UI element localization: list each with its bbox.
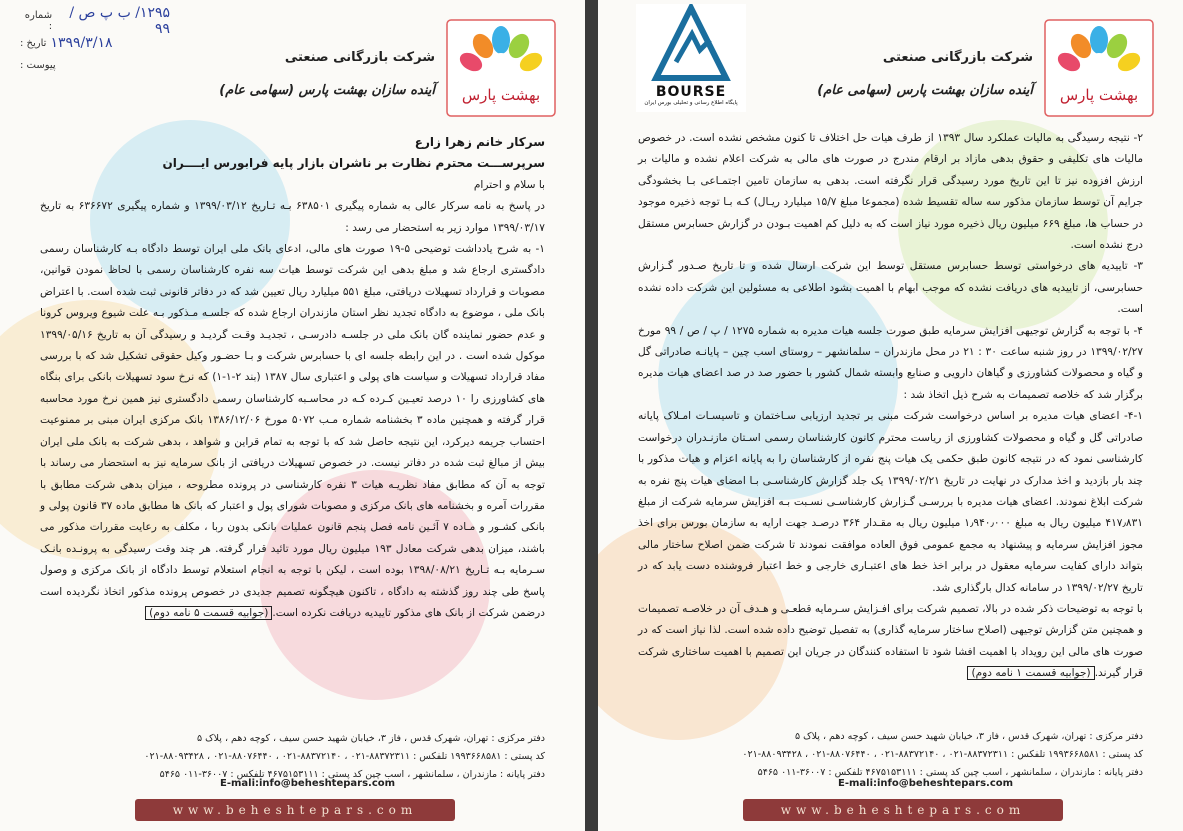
paragraph: ۴-۱- اعضای هیات مدیره بر اساس درخواست شرکت مبنی بر تجدید ارزیابی سـاختمان و تاسیسـات امـلاک پایانه صادراتی گل و گیاه و محصولات کشاورزی از ریاست محترم کانون کارشناسان رسمی اسـتان مازنـدران درخواست کارشناسی نمود که در نتیجه کانون طبق حکمی یک هیات پنج نفره از کارشناسان را به پایانه اعزام و هیات مذکور با چند بار بازدید و اخذ مدارک در نهایت در تاریخ ۱۳۹۹/۰۲/۲۱ یک جلد گزارش کارشناسـی بـا امضای هیات پنج نفره به شرکت ابلاغ نمودند. اعضای هیات مدیره با بررسـی گـزارش کارشناسـی نسـبت بـه افزایش سرمایه شرکت از مبلغ ۴۱۷٫۸۳۱ میلیون ریال به مبلغ ۱٫۹۴۰٫۰۰۰ میلیون ریال به مقـدار ۳۶۴ درصـد جهت ارایه به سازمان بورس برای اخذ مجوز افزایش سرمایه و پیشنهاد به مجمع عمومی فوق العاده موافقت نمودند تا شرکت ضمن اصلاح ساختار مالی بتواند دارای کفایت سرمایه معقول در برابر اخذ خط های اعتبـاری خارجی و خط اعتبار فروشنده دست یابد که در تاریخ ۱۳۹۹/۰۲/۲۷ در سامانه کدال بارگذاری شد. bbox=[638, 410, 1143, 594]
company-header bbox=[219, 50, 435, 98]
letter-attachment-label: پیوست : bbox=[20, 59, 56, 71]
letter-date-value: ۱۳۹۹/۳/۱۸ bbox=[50, 35, 113, 51]
footer-email: E-mali:info@beheshtepars.com bbox=[838, 778, 1014, 789]
bourse-mark-icon bbox=[636, 4, 746, 82]
footer-factory: دفتر پایانه : مازندران ، سلمانشهر ، اسب چین کد پستی : ۴۶۷۵۱۵۳۱۱۱ تلفکس : ۳۶۰۰۷-۰۱۱ ۵۴۶۵ bbox=[757, 767, 1143, 778]
letter-footer bbox=[638, 728, 1143, 782]
company-header bbox=[817, 50, 1033, 98]
letter-page-left bbox=[0, 0, 585, 831]
letter-page-right bbox=[598, 0, 1183, 831]
greeting: با سلام و احترام bbox=[473, 178, 545, 191]
company-subtitle: آینده سازان بهشت پارس (سهامی عام) bbox=[817, 83, 1033, 98]
company-logo bbox=[445, 18, 557, 118]
addressee: سرکار خانم زهرا زارع bbox=[414, 135, 545, 149]
website-bar: www.beheshtepars.com bbox=[135, 799, 455, 821]
letter-footer bbox=[40, 730, 545, 784]
letter-number-label: شماره : bbox=[24, 10, 53, 32]
company-name: شرکت بازرگانی صنعتی bbox=[284, 50, 435, 65]
company-subtitle: آینده سازان بهشت پارس (سهامی عام) bbox=[219, 83, 435, 98]
addressee-title: سرپرســـت محترم نظارت بر ناشران بازار پایه فرابورس ایــــران bbox=[162, 156, 545, 171]
footer-postal: کد پستی : ۱۹۹۳۶۶۸۵۸۱ تلفکس : ۸۸۳۷۲۳۱۱-۰۲۱ ، ۸۸۳۷۲۱۴۰-۰۲۱ ، ۸۸۰۷۶۴۴۰-۰۲۱ ، ۸۸۰۹۳۴۲۸-۰۲۱ bbox=[742, 749, 1143, 760]
footer-email: E-mali:info@beheshtepars.com bbox=[220, 778, 396, 789]
logo-text: بهشت پارس bbox=[461, 86, 541, 104]
footer-postal: کد پستی : ۱۹۹۳۶۶۸۵۸۱ تلفکس : ۸۸۳۷۲۳۱۱-۰۲۱ ، ۸۸۳۷۲۱۴۰-۰۲۱ ، ۸۸۰۷۶۴۴۰-۰۲۱ ، ۸۸۰۹۳۴۲۸-۰۲۱ bbox=[144, 751, 545, 762]
bourse-name: BOURSE bbox=[655, 84, 727, 100]
letter-body bbox=[638, 128, 1143, 685]
letter-number-value: ۱۲۹۵/ ب پ ص / ۹۹ bbox=[69, 5, 170, 37]
company-name: شرکت بازرگانی صنعتی bbox=[882, 50, 1033, 65]
letter-meta bbox=[20, 5, 170, 76]
letter-body bbox=[40, 132, 545, 624]
paragraph: ۴- با توجه به گزارش توجیهی افزایش سرمایه طبق صورت جلسه هیات مدیره به شماره ۱۲۷۵ / پ / ص / ۹۹ مورخ ۱۳۹۹/۰۲/۲۷ در روز شنبه ساعت ۳۰ : ۲۱ در محل مازندران – سلمانشهر – روستای اسب چین – پایانـه صادراتی گل و گیاه و محصولات کشاورزی و گیاهان دارویی و صنایع وابسته شمال کشور با حضور صد در صد اعضای هیات مدیره برگزار شد که خلاصه تصمیمات به شرح ذیل اتخاذ شد : bbox=[638, 324, 1143, 401]
footer-office: دفتر مرکزی : تهران، شهرک قدس ، فاز ۳، خیابان شهید حسن سیف ، کوچه دهم ، پلاک ۵ bbox=[197, 733, 545, 744]
paragraph: ۱- به شرح یادداشت توضیحی ۵-۱۹ صورت های مالی، ادعای بانک ملی ایران توسط دادگاه بـه کارشناسان رسمی دادگستری ارجاع شد و مبلغ بدهی این شرکت توسط هیات سه نفره کارشناسان رسمی با لحاظ نمودن قوانین، مصوبات و قرارداد تسهیلات دریافتی، مبلغ ۵۵۱ میلیارد ریال تعیین شد که در دفاتر قانونی ثبت شده است. با اعتراض بانک ملی ، موضوع به دادگاه تجدید نظر استان مازندران ارجاع شده که جلسـه مـذکور بـه علت شیوع ویروس کرونا و عدم حضور نماینده گان بانک ملی در جلسـه دادرسـی ، تجدیـد وقـت گردیـد و رسیدگی آن به تاریخ ۱۳۹۹/۰۵/۱۶ موکول شده است . در این رابطه جلسه ای با حسابرس شرکت و بـا حضـور وکیل حقوقی تشکیل شد که با بررسی مفاد قرارداد تسهیلات و سیاست های پولی و اعتباری سال ۱۳۸۷ (بند ۲-۱-۱) که نرخ سود تسهیلات بانکی برای بنگاه های کشاورزی را ۱۰ درصد تعیـین کـرده کـه در محاسـبه کارشناسان رسمی دادگستری نیز همین نرخ مورد محاسبه قرار گرفته و همچنین ماده ۳ بخشنامه شماره مـب ۵۰۷۲ مورخ ۱۳۸۶/۱۲/۰۶ بانک مرکزی ایران مبنی بر ممنوعیت احتساب جریمه دیرکرد، این نتیجه حاصل شد که با توجه به تمام قراین و شواهد ، بدهی شرکت به بانک ملی ایران بیش از مبالغ ثبت شده در دفاتر نیست. در خصوص تسهیلات دریافتی از بانک سرمایه نیز به استحضار می رساند با توجه به آن که مطابق مفاد نظریـه هیات ۳ نفره کارشناسی در پرونده مطروحه ، میزان بدهی شرکت مطابق با مقررات آمره و بخشنامه های بانک مرکزی و مصوبات شورای پول و اعتبار که بانک ها مطابق ماده ۳۷ قانون پولی و بانکی کشـور و مـاده ۷ آئـین نامه فصل پنجم قانون عملیات بانکی بدون ربا ، مکلف به رعایت مقررات مذکور می باشند، میزان بدهی شرکت معادل ۱۹۳ میلیون ریال مورد تائید قرار گرفته. هر چند وقت رسیدگی به پرونـده بانـک سـرمایه بـه تـاریخ ۱۳۹۸/۰۸/۲۱ بوده است ، لیکن با توجه به انجام استعلام توسط دادگاه از بانک مرکزی و وصول پاسخ طی چند روز گذشته به دادگاه ، تاکنون هیچگونه تصمیم جدیدی در خصوص پرونده مذکور اتخاذ نگردیده است درضمن شرکت از بانک های مذکور تاییدیه دریافت نکرده است.(جوابیه قسمت ۵ نامه دوم) bbox=[40, 243, 546, 619]
paragraph: ۳- تاییدیه های درخواستی توسط حسابرس مستقل توسط این شرکت ارسال شده و تا تاریخ صـدور گـزارش حسابرسی، از تاییدیه های دریافت نشده که موجب ابهام با اهمیت بشود اطلاعی به مسئولین این شرکت داده نشده است. bbox=[638, 260, 1143, 316]
bourse-logo bbox=[636, 4, 746, 112]
bourse-subtitle: پایگاه اطلاع رسانی و تحلیلی بورس ایران bbox=[644, 100, 738, 106]
continuation-note: (جوابیه قسمت ۵ نامه دوم) bbox=[145, 606, 272, 620]
paragraph: با توجه به توضیحات ذکر شده در بالا، تصمیم شرکت برای افـزایش سـرمایه قطعـی و هـدف آن در خلاصـه تصمیمات و همچنین متن گزارش توجیهی (اصلاح ساختار سرمایه گذاری) به تفصیل توضیح داده شده است. لذا نیاز است که در صورت های مالی این رویداد با اهمیت افشا شود تا استفاده کنندگان در جریان این تصمیم با اهمیت ساختاری شرکت قرار گیرند.(جوابیه قسمت ۱ نامه دوم) bbox=[638, 602, 1143, 680]
footer-office: دفتر مرکزی : تهران، شهرک قدس ، فاز ۳، خیابان شهید حسن سیف ، کوچه دهم ، پلاک ۵ bbox=[795, 731, 1143, 742]
website-bar: www.beheshtepars.com bbox=[743, 799, 1063, 821]
footer-factory: دفتر پایانه : مازندران ، سلمانشهر ، اسب چین کد پستی : ۴۶۷۵۱۵۳۱۱۱ تلفکس : ۳۶۰۰۷-۰۱۱ ۵۴۶۵ bbox=[159, 769, 545, 780]
letter-date-label: تاریخ : bbox=[20, 37, 47, 49]
logo-text: بهشت پارس bbox=[1059, 86, 1139, 104]
company-logo bbox=[1043, 18, 1155, 118]
continuation-note: (جوابیه قسمت ۱ نامه دوم) bbox=[967, 666, 1094, 680]
paragraph: در پاسخ به نامه سرکار عالی به شماره پیگیری ۶۳۸۵۰۱ بـه تـاریخ ۱۳۹۹/۰۳/۱۲ و شماره پیگیری ۶۳۶۶۷۲ به تاریخ ۱۳۹۹/۰۳/۱۷ موارد زیر به استحضار می رسد : bbox=[40, 200, 545, 234]
paragraph: ۲- نتیجه رسیدگی به مالیات عملکرد سال ۱۳۹۳ از طرف هیات حل اختلاف تا کنون مشخص نشده است. در خصوص مالیات های تکلیفی و حقوق بدهی مازاد بر ارقام مندرج در صورت های مالی به شرکت اعلام نشده و مالیات بر ارزش افزوده نیز تا این تاریخ مورد رسیدگی قرار نگرفته است. بدهی به سازمان تامین اجتمـاعی بـا بخشودگی جرایم آن توسط سازمان مذکور سه ساله تقسیط شده (مجموعا مبلغ ۱۵/۷ میلیارد ریـال) کـه بـا توجه ذخیره موجود در حساب ها، مبلغ ۶۶۹ میلیون ریال ذخیره مورد نیاز است که به دلیل کم اهمیت بـودن در گزارش حسابرس مستقل درج نشده است. bbox=[638, 132, 1144, 252]
